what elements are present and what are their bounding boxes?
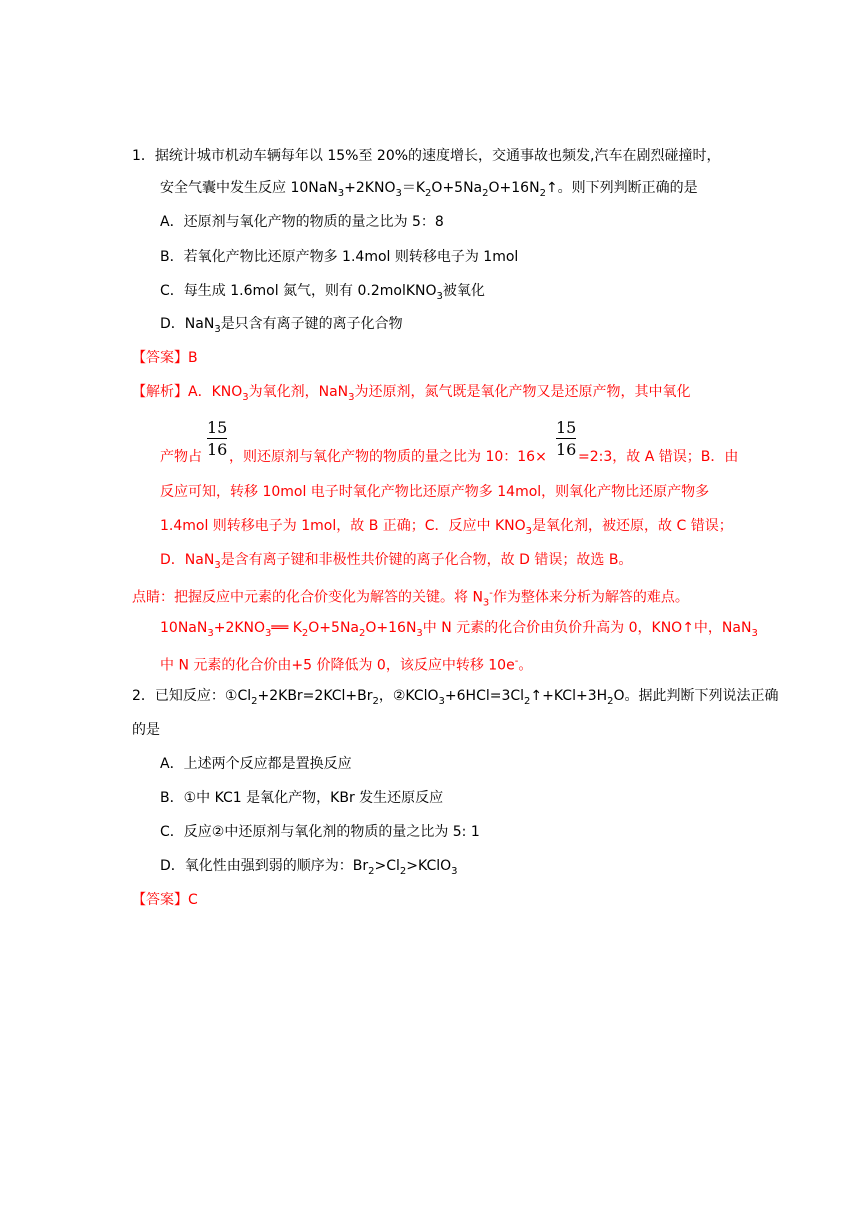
q1-analysis-line-4: 1.4mol 则转移电子为 1mol，故 B 正确；C．反应中 $KNO_3$是氧化剂，被还原，故 C 错误； xyxy=(160,518,733,537)
q2-stem-line-1: 2．已知反应：$①Cl_2+2KBr=2KCl+Br_2$，$②KClO_3+6HCl=3Cl_2↑+KCl+3H_2O$。据此判断下列说法正确 xyxy=(132,688,779,707)
q2-answer: 【答案】C xyxy=(132,892,198,908)
q1-option-a: A．还原剂与氧化产物的物质的量之比为 5：8 xyxy=(160,214,444,230)
q2-stem-line-2: 的是 xyxy=(132,722,160,738)
q1-note-line-1: 点睛：把握反应中元素的化合价变化为解答的关键。将 $N_3^-$作为整体来分析为解答的难点。 xyxy=(132,588,689,609)
q2-option-a: A．上述两个反应都是置换反应 xyxy=(160,756,352,772)
q2-option-d: D．氧化性由强到弱的顺序为：$Br_2>Cl_2>KClO_3$ xyxy=(160,858,458,877)
q2-option-b: B．①中 KC1 是氧化产物，KBr 发生还原反应 xyxy=(160,790,444,806)
fraction-15-16-first: 15 16 xyxy=(207,418,228,459)
q1-analysis-line-3: 反应可知，转移 10mol 电子时氧化产物比还原产物多 14mol，则氧化产物比还原产物多 xyxy=(160,484,710,500)
q2-option-c: C．反应②中还原剂与氧化剂的物质的量之比为 5: 1 xyxy=(160,824,480,840)
q1-option-c: C．每生成 1.6mol 氮气，则有 0.2molKNO$_3$被氧化 xyxy=(160,283,485,302)
q1-analysis-line-2-part-a: 产物占 xyxy=(160,449,202,465)
q1-note-line-2: $10NaN_3+2KNO_3══$ $K_2O+5Na_2O+16N_3$中 N 元素的化合价由负价升高为 0，KNO↑中，NaN$_3$ xyxy=(160,620,758,639)
q1-analysis-line-1: 【解析】A．$KNO_3$为氧化剂，NaN$_3$为还原剂，氮气既是氧化产物又是还原产物，其中氧化 xyxy=(132,384,691,403)
q1-note-line-3: 中 N 元素的化合价由+5 价降低为 0，该反应中转移 10e-。 xyxy=(160,656,533,674)
q1-option-d: D．NaN$_3$是只含有离子键的离子化合物 xyxy=(160,316,403,335)
q1-answer: 【答案】B xyxy=(132,350,198,366)
q1-analysis-line-2-part-b: ，则还原剂与氧化产物的物质的量之比为 10：16× xyxy=(229,449,547,465)
fraction-15-16-second: 15 16 xyxy=(556,418,577,459)
q1-analysis-line-5: D．NaN$_3$是含有离子键和非极性共价键的离子化合物，故 D 错误；故选 B。 xyxy=(160,552,633,571)
q1-option-b: B．若氧化产物比还原产物多 1.4mol 则转移电子为 1mol xyxy=(160,249,519,265)
q1-stem-line-1: 1．据统计城市机动车辆每年以 15%至 20%的速度增长，交通事故也频发,汽车在剧烈碰撞时， xyxy=(132,148,721,164)
q1-analysis-line-2-part-c: =2:3，故 A 错误；B．由 xyxy=(578,449,739,465)
q1-stem-line-2: 安全气囊中发生反应 $10NaN_3+2KNO_3=K_2O+5Na_2O+16N_2↑$。则下列判断正确的是 xyxy=(160,180,698,199)
